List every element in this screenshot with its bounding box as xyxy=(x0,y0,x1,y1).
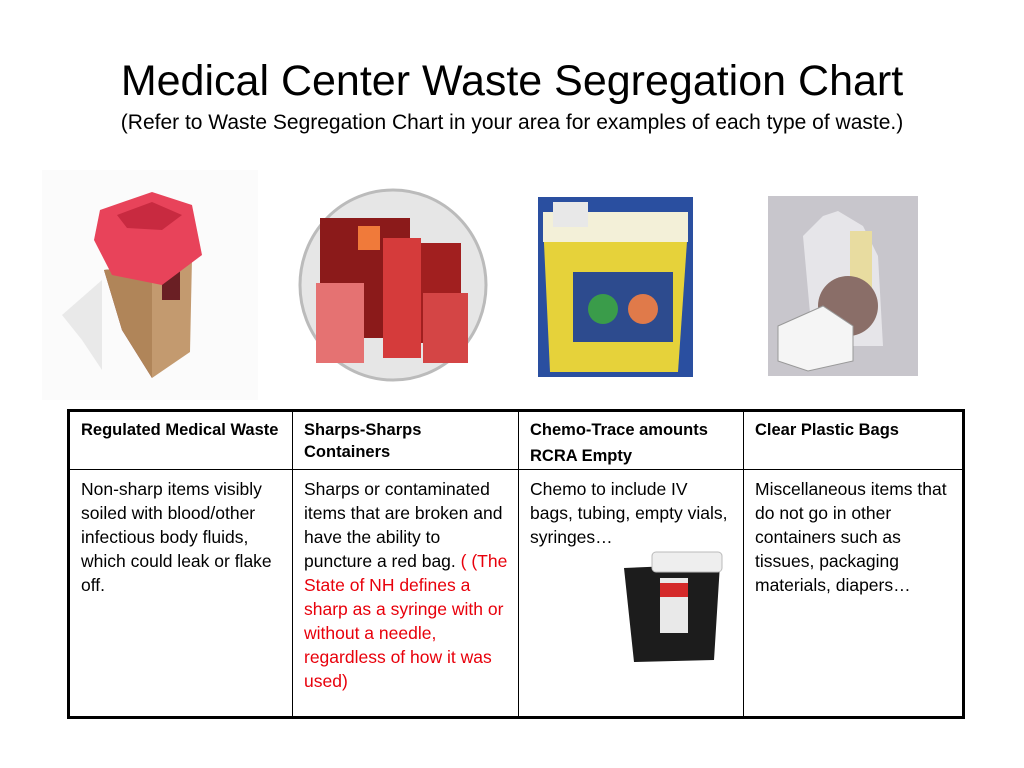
cell-sharps xyxy=(293,470,519,718)
header-sharps xyxy=(293,411,519,470)
cell-chemo xyxy=(519,470,744,718)
red-bag-box-image xyxy=(42,170,258,400)
yellow-chemo-container-image xyxy=(538,197,693,377)
header-text: Sharps-Sharps Containers xyxy=(304,421,422,461)
table-header-row xyxy=(69,411,964,470)
sharps-containers-image xyxy=(298,188,488,382)
table-row xyxy=(69,470,964,718)
page-title: Medical Center Waste Segregation Chart xyxy=(120,57,904,105)
header-chemo xyxy=(519,411,744,470)
black-container-image xyxy=(622,550,726,664)
header-text-line2: RCRA Empty xyxy=(530,447,633,465)
header-regulated-medical-waste xyxy=(69,411,293,470)
nh-sharp-definition-note: ( (The State of NH defines a sharp as a syringe with or without a needle, regardless of how it was used) xyxy=(304,551,508,691)
header-text: Clear Plastic Bags xyxy=(755,421,899,439)
clear-plastic-bags-image xyxy=(768,196,918,376)
cell-regulated-medical-waste xyxy=(69,470,293,718)
cell-text: Chemo to include IV bags, tubing, empty vials, syringes… xyxy=(530,479,728,547)
cell-text: Sharps or contaminated items that are broken and have the ability to puncture a red bag. xyxy=(304,479,503,571)
cell-text: Miscellaneous items that do not go in other containers such as tissues, packaging materials, diapers… xyxy=(755,479,947,595)
cell-clear-plastic-bags xyxy=(744,470,964,718)
header-text: Chemo-Trace amounts xyxy=(530,421,708,439)
page-subtitle: (Refer to Waste Segregation Chart in your area for examples of each type of waste.) xyxy=(120,111,904,134)
header-text: Regulated Medical Waste xyxy=(81,421,279,439)
cell-text: Non-sharp items visibly soiled with blood/other infectious body fluids, which could leak or flake off. xyxy=(81,479,272,595)
waste-segregation-table xyxy=(67,409,965,719)
header-clear-plastic-bags xyxy=(744,411,964,470)
